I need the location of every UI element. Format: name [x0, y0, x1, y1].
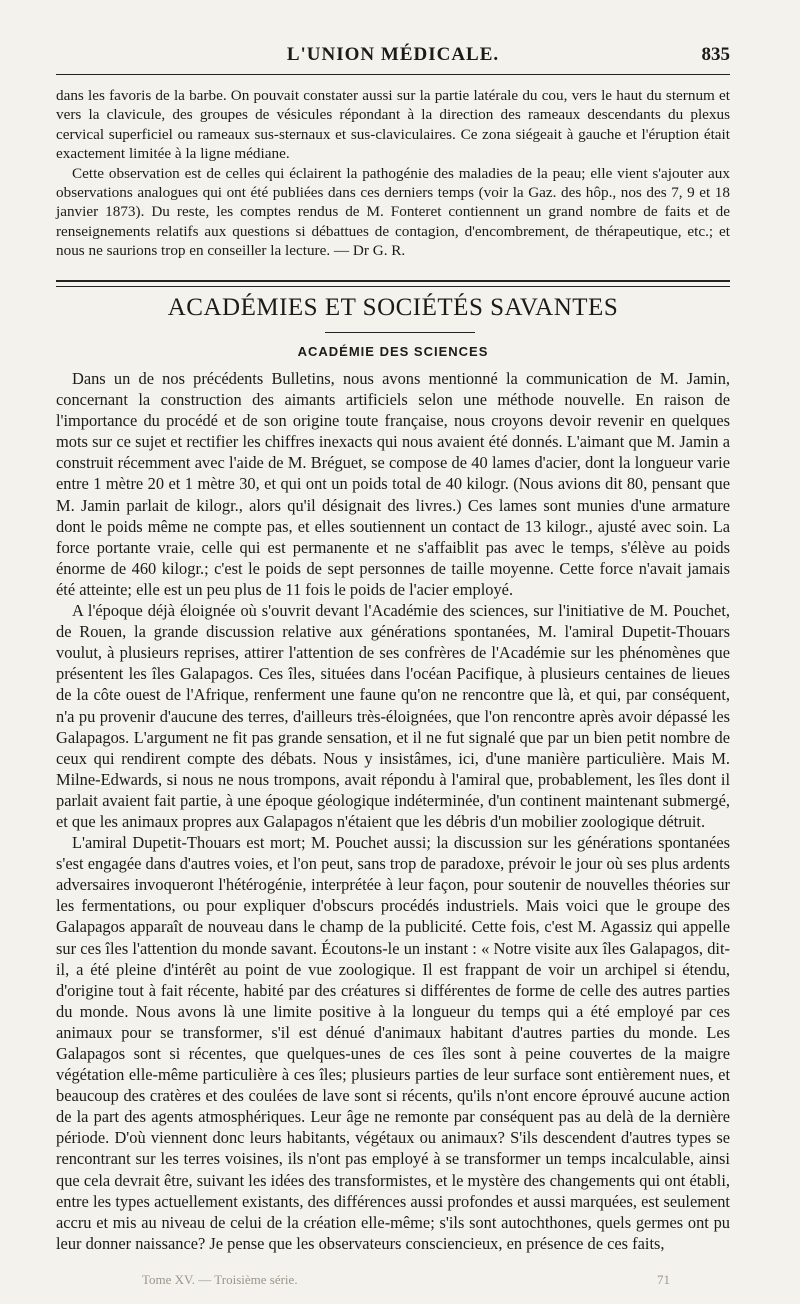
intro-paragraph: dans les favoris de la barbe. On pouvait constater aussi sur la partie latérale du cou, vers le haut du sternum et vers la clavicule, des groupes de vésicules répondant à la direction des rameaux descendants du plexus cervical superficiel ou rameaux sus-sternaux et sus-claviculaires. Ce zona siégeait à gauche et l'éruption était exactement limitée à la ligne médiane.	[56, 87, 730, 163]
running-head	[56, 42, 730, 72]
section-divider	[56, 280, 730, 287]
footer-volume: Tome XV. — Troisième série.	[142, 1272, 298, 1287]
section-subtitle: ACADÉMIE DES SCIENCES	[297, 344, 489, 359]
article-paragraph: Dans un de nos précédents Bulletins, nous avons mentionné la communication de M. Jamin, concernant la construction des aimants artificiels selon une méthode nouvelle. En raison de l'importance du procédé et de son origine toute française, nous croyons devoir revenir en quelques mots sur ce sujet et rectifier les chiffres inexacts qui nous avaient été donnés. L'aimant que M. Jamin a construit récemment avec l'aide de M. Bréguet, se compose de 40 lames d'acier, dont la longueur varie entre 1 mètre 20 et 1 mètre 30, et qui ont un poids total de 40 kilogr. (Nous avions dit 80, pensant que M. Jamin parlait de kilogr., alors qu'il désignait des livres.) Ces lames sont munies d'une armature dont le poids même ne compte pas, et elles soutiennent un contact de 13 kilogr., ajusté avec soin. La force portante vraie, celle qui est permanente et ne s'affaiblit pas avec le temps, s'élève au poids énorme de 460 kilogr.; c'est le poids de sept personnes de taille moyenne. Cette force n'avait jamais été atteinte; elle est un peu plus de 11 fois le poids de l'acier employé.	[56, 369, 730, 599]
article-paragraph: L'amiral Dupetit-Thouars est mort; M. Pouchet aussi; la discussion sur les générations spontanées s'est engagée dans d'autres voies, et l'on peut, sans trop de paradoxe, prévoir le jour où ses plus ardents adversaires invoqueront l'hétérogénie, interprétée à leur façon, pour soutenir de nouvelles théories sur les fermentations, ou pour expliquer d'obscurs procédés industriels. Mais voici que le groupe des Galapagos apparaît de nouveau dans le champ de la publicité. Cette fois, c'est M. Agassiz qui appelle sur ces îles l'attention du monde savant. Écoutons-le un instant : « Notre visite aux îles Galapagos, dit-il, a été pleine d'intérêt au point de vue zoologique. Il est frappant de voir un archipel si étendu, d'origine tout à fait récente, habité par des créatures si différentes de forme de celle des autres parties du monde. Nous avons là une limite positive à la longueur du temps qui a été employé par ces animaux pour se transformer, s'il est dénué d'animaux habitant d'autres parties du monde. Les Galapagos sont si récentes, que quelques-unes de ces îles sont à peine couvertes de la maigre végétation elle-même particulière à ces îles; plusieurs parties de leur surface sont entièrement nues, et beaucoup des cratères et des coulées de lave sont si récents, qu'ils n'ont encore éprouvé aucune action de la part des agents atmosphériques. Leur âge ne remonte par conséquent pas au delà de la dernière période. D'où viennent donc leurs habitants, végétaux ou animaux? S'ils descendent d'autres types se rencontrant sur les terres voisines, ils n'ont pas employé à se transformer un temps incalculable, ainsi que cela devrait être, suivant les idées des transformistes, et le mystère des changements qui ont établi, entre les types actuellement existants, des différences aussi profondes et aussi marquées, est seulement accru et mis au niveau de celui de la création elle-même; s'ils sont autochthones, quels germes ont pu leur donner naissance? Je pense que les observateurs consciencieux, en présence de ces faits,	[56, 833, 730, 1253]
page-number: 835	[701, 44, 730, 65]
intro-paragraph: Cette observation est de celles qui éclairent la pathogénie des maladies de la peau; elle vient s'ajouter aux observations analogues qui ont été publiées dans ces derniers temps (voir la Gaz. des hôp., nos des 7, 9 et 18 janvier 1873). Du reste, les comptes rendus de M. Fonteret contiennent un grand nombre de faits et de renseignements relatifs aux questions si débattues de contagion, d'encombrement, de thérapeutique, etc.; et nous ne saurions trop en conseiller la lecture. — Dr G. R.	[56, 164, 730, 260]
journal-title: L'UNION MÉDICALE.	[286, 44, 500, 65]
section-title: ACADÉMIES ET SOCIÉTÉS SAVANTES	[167, 294, 619, 321]
article-paragraph: A l'époque déjà éloignée où s'ouvrit devant l'Académie des sciences, sur l'initiative de M. Pouchet, de Rouen, la grande discussion relative aux générations spontanées, M. l'amiral Dupetit-Thouars voulut, à plusieurs reprises, attirer l'attention de ses confrères de l'Académie sur les phénomènes que présentent les îles Galapagos. Ces îles, situées dans l'océan Pacifique, à plusieurs centaines de lieues de la côte ouest de l'Afrique, renferment une faune qu'on ne rencontre que là, et qui, par conséquent, n'a pu provenir d'aucune des terres, d'ailleurs très-éloignées, que l'on rencontre après avoir dépassé les Galapagos. L'argument ne fit pas grande sensation, et il ne fut signalé que par un bien petit nombre de ceux qui rendirent compte des débats. Nous y insistâmes, ici, d'une manière particulière. Mais M. Milne-Edwards, si nous ne nous trompons, avait répondu à l'amiral que, probablement, les îles dont il parlait avaient fait partie, à une époque géologique indéterminée, d'un continent maintenant submergé, et que les animaux propres aux Galapagos n'étaient que les débris d'un mobilier zoologique détruit.	[56, 601, 730, 831]
intro-text-block	[56, 86, 730, 261]
footer-signature: 71	[657, 1272, 670, 1287]
article-text-block	[56, 368, 730, 1254]
header-rule	[56, 74, 730, 75]
title-underline	[325, 332, 475, 333]
